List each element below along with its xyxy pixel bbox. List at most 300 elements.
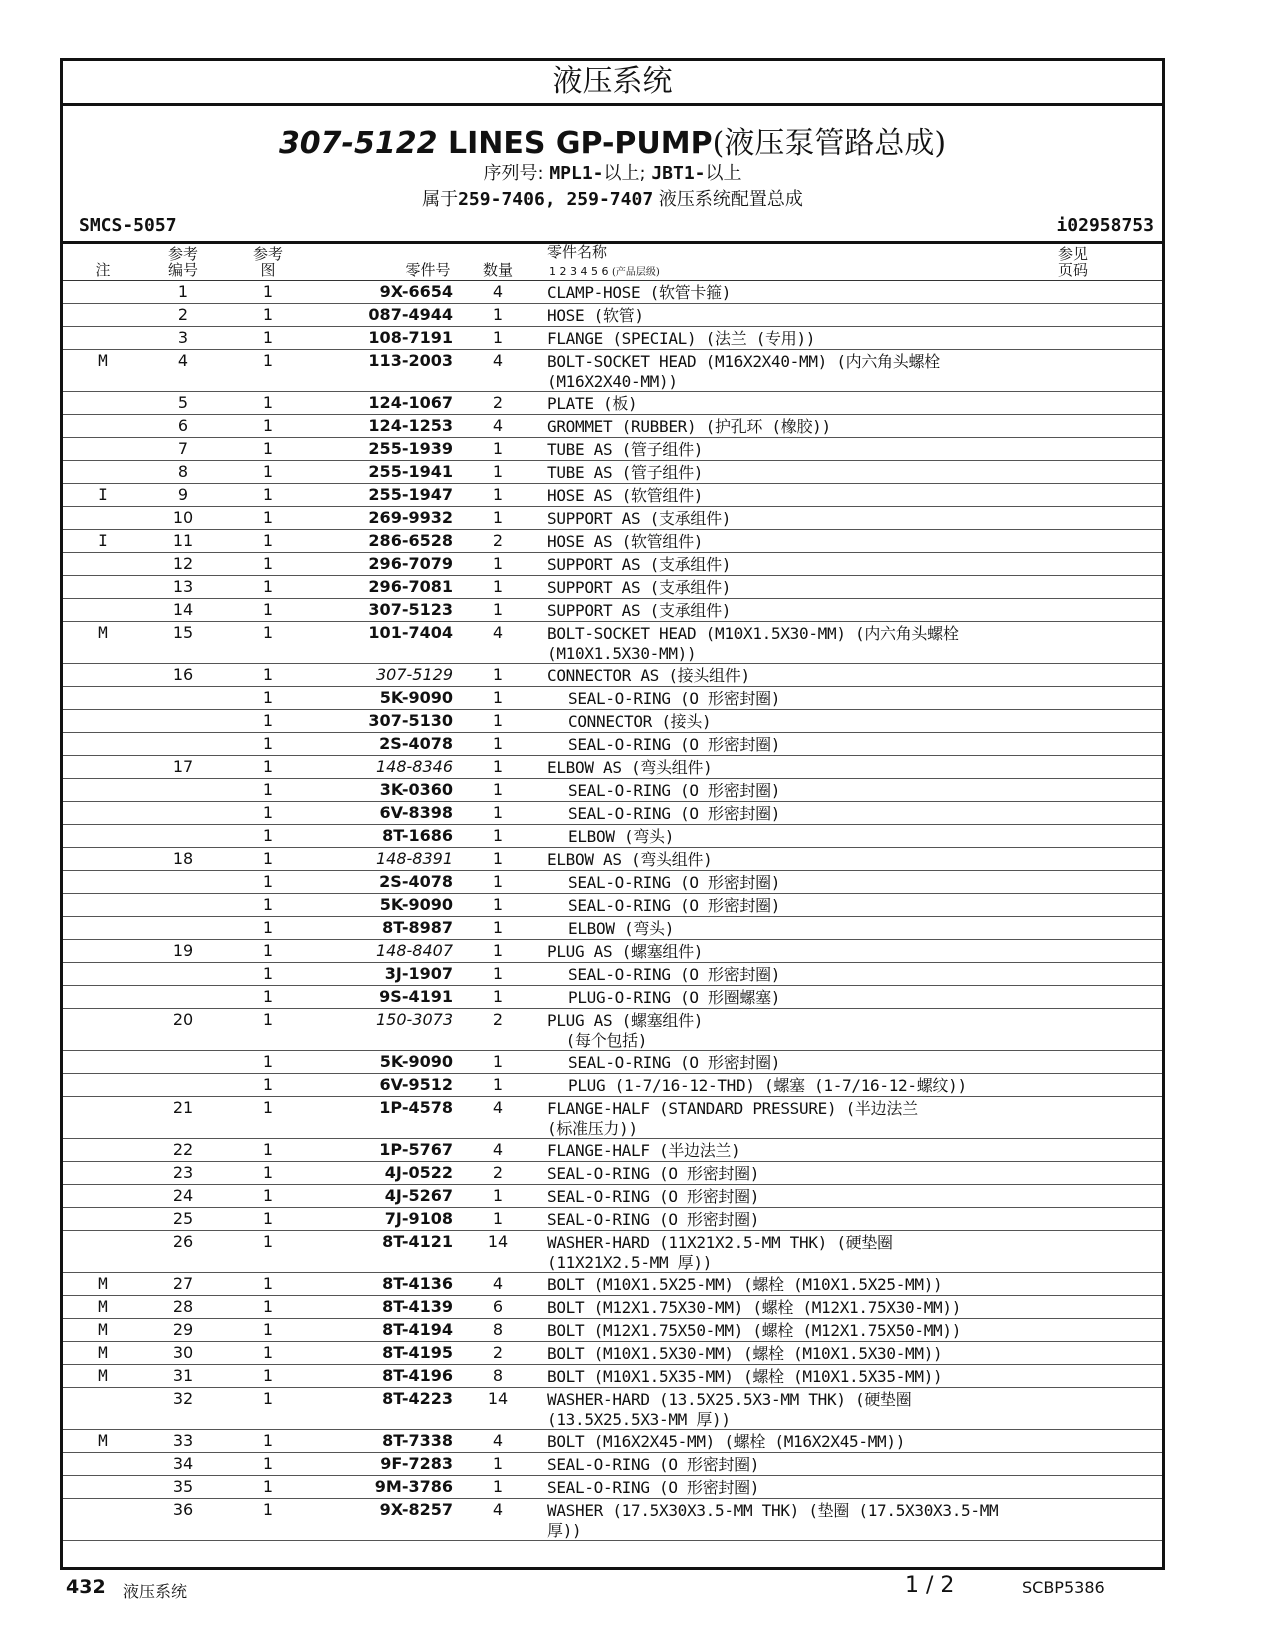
- cell-part-name: HOSE AS (软管组件): [547, 532, 704, 551]
- cell-part-name: HOSE (软管): [547, 306, 644, 325]
- cell-ref-fig: 1: [262, 1010, 274, 1029]
- cell-ref-no: 23: [172, 1163, 194, 1182]
- cell-ref-no: 13: [172, 577, 194, 596]
- cell-part-no: 255-1947: [368, 485, 453, 504]
- cell-ref-fig: 1: [262, 1297, 274, 1316]
- col-part-name: 零件名称: [547, 243, 608, 261]
- cell-qty: 4: [492, 1500, 504, 1519]
- cell-part-name: SUPPORT AS (支承组件): [547, 509, 732, 528]
- cell-part-no: 255-1939: [368, 439, 453, 458]
- table-row: [63, 917, 1162, 940]
- section-title: 液压系统: [63, 61, 1162, 106]
- cell-part-name: ELBOW AS (弯头组件): [547, 850, 713, 869]
- cell-ref-fig: 1: [262, 1366, 274, 1385]
- col-see-page: 参见 页码: [1057, 245, 1088, 279]
- table-row: [63, 756, 1162, 779]
- table-row: [63, 1051, 1162, 1074]
- table-row: [63, 415, 1162, 438]
- cell-ref-no: 25: [172, 1209, 194, 1228]
- table-row: [63, 576, 1162, 599]
- cell-ref-no: 36: [172, 1500, 194, 1519]
- assembly-title-cn: (液压泵管路总成): [712, 126, 947, 161]
- cell-part-name: PLUG AS (螺塞组件): [547, 942, 704, 961]
- cell-part-no: 113-2003: [368, 351, 453, 370]
- cell-qty: 1: [492, 665, 504, 684]
- serial-prefix-1: MPL1-: [549, 163, 604, 184]
- serial-range: [63, 159, 1162, 185]
- cell-part-name: BOLT-SOCKET HEAD (M10X1.5X30-MM) (内六角头螺栓 (M10X1.5X30-MM)): [547, 624, 959, 663]
- table-row: [63, 1453, 1162, 1476]
- main-title: [63, 118, 1162, 162]
- cell-ref-fig: 1: [262, 1098, 274, 1117]
- cell-qty: 2: [492, 531, 504, 550]
- cell-ref-fig: 1: [262, 872, 274, 891]
- assembly-title-en: LINES GP-PUMP: [447, 126, 713, 161]
- table-row: [63, 461, 1162, 484]
- cell-part-name: PLUG AS (螺塞组件) (每个包括): [547, 1011, 704, 1050]
- cell-part-no: 8T-4136: [382, 1274, 453, 1293]
- table-row: [63, 1009, 1162, 1051]
- table-row: [63, 963, 1162, 986]
- cell-part-no: 101-7404: [368, 623, 453, 642]
- cell-part-no: 8T-4139: [382, 1297, 453, 1316]
- cell-ref-no: 1: [177, 282, 189, 301]
- cell-ref-fig: 1: [262, 780, 274, 799]
- cell-part-name: SEAL-O-RING (O 形密封圈): [568, 873, 781, 892]
- cell-note: M: [98, 1431, 108, 1450]
- cell-part-no: 307-5130: [368, 711, 453, 730]
- cell-qty: 4: [492, 1274, 504, 1293]
- cell-qty: 1: [492, 803, 504, 822]
- cell-part-no: 3K-0360: [379, 780, 453, 799]
- table-row: [63, 940, 1162, 963]
- cell-ref-no: 4: [177, 351, 189, 370]
- table-row: [63, 986, 1162, 1009]
- table-row: [63, 1273, 1162, 1296]
- cell-part-name: ELBOW AS (弯头组件): [547, 758, 713, 777]
- table-row: [63, 350, 1162, 392]
- cell-ref-no: 8: [177, 462, 189, 481]
- cell-qty: 4: [492, 282, 504, 301]
- cell-qty: 2: [492, 1010, 504, 1029]
- col-part-no: 零件号: [405, 261, 451, 279]
- cell-part-no: 3J-1907: [384, 964, 453, 983]
- cell-part-no: 8T-4223: [382, 1389, 453, 1408]
- cell-ref-fig: 1: [262, 623, 274, 642]
- cell-part-name: BOLT-SOCKET HEAD (M16X2X40-MM) (内六角头螺栓 (M16X2X40-MM)): [547, 352, 940, 391]
- cell-part-name: SEAL-O-RING (O 形密封圈): [568, 1053, 781, 1072]
- cell-qty: 1: [492, 1454, 504, 1473]
- cell-ref-fig: 1: [262, 987, 274, 1006]
- cell-part-name: PLUG (1-7/16-12-THD) (螺塞 (1-7/16-12-螺纹)): [568, 1076, 967, 1095]
- col-ref-no: 参考 编号: [167, 245, 198, 279]
- footer-section: 液压系统: [123, 1582, 188, 1601]
- cell-qty: 1: [492, 872, 504, 891]
- cell-ref-fig: 1: [262, 757, 274, 776]
- levels-label: (产品层级): [611, 267, 660, 278]
- cell-ref-no: 32: [172, 1389, 194, 1408]
- cell-ref-fig: 1: [262, 439, 274, 458]
- cell-ref-fig: 1: [262, 577, 274, 596]
- cell-qty: 14: [487, 1232, 509, 1251]
- cell-part-no: 1P-4578: [379, 1098, 453, 1117]
- cell-ref-no: 21: [172, 1098, 194, 1117]
- cell-qty: 2: [492, 393, 504, 412]
- cell-part-no: 148-8391: [375, 849, 453, 868]
- table-row: [63, 779, 1162, 802]
- cell-ref-no: 6: [177, 416, 189, 435]
- table-row: [63, 438, 1162, 461]
- cell-part-name: SEAL-O-RING (O 形密封圈): [547, 1164, 760, 1183]
- cell-ref-fig: 1: [262, 305, 274, 324]
- cell-part-name: SEAL-O-RING (O 形密封圈): [568, 781, 781, 800]
- belongs-to: [63, 185, 1162, 211]
- cell-part-name: SEAL-O-RING (O 形密封圈): [547, 1478, 760, 1497]
- cell-qty: 4: [492, 416, 504, 435]
- cell-ref-no: 15: [172, 623, 194, 642]
- table-row: [63, 392, 1162, 415]
- cell-part-no: 8T-4121: [382, 1232, 453, 1251]
- table-row: [63, 599, 1162, 622]
- parts-header: [63, 106, 1162, 244]
- cell-qty: 1: [492, 826, 504, 845]
- cell-qty: 8: [492, 1366, 504, 1385]
- cell-qty: 1: [492, 849, 504, 868]
- cell-ref-no: 33: [172, 1431, 194, 1450]
- serial-prefix-2: JBT1-: [651, 163, 706, 184]
- cell-part-name: BOLT (M12X1.75X30-MM) (螺栓 (M12X1.75X30-MM)): [547, 1298, 962, 1317]
- cell-ref-fig: 1: [262, 1140, 274, 1159]
- table-row: [63, 710, 1162, 733]
- cell-qty: 1: [492, 1075, 504, 1094]
- cell-ref-no: 22: [172, 1140, 194, 1159]
- cell-ref-no: 5: [177, 393, 189, 412]
- table-row: [63, 1231, 1162, 1273]
- cell-ref-fig: 1: [262, 1232, 274, 1251]
- cell-part-name: BOLT (M10X1.5X25-MM) (螺栓 (M10X1.5X25-MM)): [547, 1275, 943, 1294]
- cell-part-name: ELBOW (弯头): [568, 827, 675, 846]
- cell-part-name: WASHER (17.5X30X3.5-MM THK) (垫圈 (17.5X30X3.5-MM 厚)): [547, 1501, 999, 1540]
- cell-part-no: 269-9932: [368, 508, 453, 527]
- cell-qty: 1: [492, 941, 504, 960]
- parts-rows: [63, 281, 1162, 1541]
- cell-ref-no: 17: [172, 757, 194, 776]
- cell-ref-no: 26: [172, 1232, 194, 1251]
- cell-ref-fig: 1: [262, 328, 274, 347]
- cell-part-name: GROMMET (RUBBER) (护孔环 (橡胶)): [547, 417, 831, 436]
- cell-ref-fig: 1: [262, 1343, 274, 1362]
- cell-qty: 4: [492, 1431, 504, 1450]
- cell-part-no: 255-1941: [368, 462, 453, 481]
- footer-page-number: 432: [66, 1576, 106, 1598]
- cell-ref-fig: 1: [262, 508, 274, 527]
- cell-ref-no: 31: [172, 1366, 194, 1385]
- cell-qty: 4: [492, 351, 504, 370]
- cell-part-name: SEAL-O-RING (O 形密封圈): [547, 1210, 760, 1229]
- cell-ref-fig: 1: [262, 485, 274, 504]
- cell-ref-no: 27: [172, 1274, 194, 1293]
- cell-ref-fig: 1: [262, 462, 274, 481]
- cell-ref-fig: 1: [262, 1274, 274, 1293]
- cell-ref-fig: 1: [262, 1209, 274, 1228]
- cell-ref-no: 16: [172, 665, 194, 684]
- table-row: [63, 871, 1162, 894]
- cell-note: I: [98, 531, 108, 550]
- table-row: [63, 1319, 1162, 1342]
- cell-part-no: 4J-0522: [384, 1163, 453, 1182]
- cell-part-name: SEAL-O-RING (O 形密封圈): [568, 896, 781, 915]
- table-row: [63, 1388, 1162, 1430]
- cell-note: M: [98, 1274, 108, 1293]
- cell-ref-fig: 1: [262, 531, 274, 550]
- cell-part-name: WASHER-HARD (13.5X25.5X3-MM THK) (硬垫圈 (13.5X25.5X3-MM 厚)): [547, 1390, 912, 1429]
- cell-part-name: SUPPORT AS (支承组件): [547, 555, 732, 574]
- table-row: [63, 304, 1162, 327]
- cell-part-no: 148-8407: [375, 941, 453, 960]
- table-row: [63, 1097, 1162, 1139]
- cell-ref-fig: 1: [262, 964, 274, 983]
- cell-ref-no: 2: [177, 305, 189, 324]
- cell-part-name: PLUG-O-RING (O 形圈螺塞): [568, 988, 781, 1007]
- table-row: [63, 802, 1162, 825]
- cell-ref-fig: 1: [262, 688, 274, 707]
- cell-part-name: FLANGE (SPECIAL) (法兰 (专用)): [547, 329, 816, 348]
- cell-part-no: 1P-5767: [379, 1140, 453, 1159]
- cell-qty: 6: [492, 1297, 504, 1316]
- cell-ref-fig: 1: [262, 1477, 274, 1496]
- col-levels: [549, 264, 660, 281]
- cell-part-name: HOSE AS (软管组件): [547, 486, 704, 505]
- column-headers: [63, 244, 1162, 281]
- document-id: i02958753: [1056, 215, 1154, 236]
- cell-ref-no: 9: [177, 485, 189, 504]
- cell-part-no: 9X-6654: [379, 282, 453, 301]
- cell-part-no: 286-6528: [368, 531, 453, 550]
- cell-ref-fig: 1: [262, 1389, 274, 1408]
- table-row: [63, 1162, 1162, 1185]
- cell-ref-fig: 1: [262, 282, 274, 301]
- cell-part-name: CLAMP-HOSE (软管卡箍): [547, 283, 732, 302]
- cell-qty: 1: [492, 305, 504, 324]
- cell-ref-no: 28: [172, 1297, 194, 1316]
- cell-qty: 1: [492, 554, 504, 573]
- cell-part-no: 150-3073: [375, 1010, 453, 1029]
- cell-qty: 8: [492, 1320, 504, 1339]
- cell-part-no: 7J-9108: [384, 1209, 453, 1228]
- cell-note: M: [98, 1320, 108, 1339]
- table-row: [63, 507, 1162, 530]
- cell-qty: 1: [492, 577, 504, 596]
- cell-ref-no: 29: [172, 1320, 194, 1339]
- cell-part-name: SEAL-O-RING (O 形密封圈): [568, 965, 781, 984]
- table-row: [63, 1499, 1162, 1541]
- cell-part-no: 8T-4195: [382, 1343, 453, 1362]
- cell-part-name: PLATE (板): [547, 394, 638, 413]
- cell-ref-fig: 1: [262, 554, 274, 573]
- cell-ref-no: 30: [172, 1343, 194, 1362]
- levels-numbers: 1 2 3 4 5 6: [549, 265, 609, 278]
- table-row: [63, 687, 1162, 710]
- cell-ref-fig: 1: [262, 941, 274, 960]
- cell-qty: 1: [492, 918, 504, 937]
- table-row: [63, 848, 1162, 871]
- cell-part-no: 9M-3786: [374, 1477, 453, 1496]
- cell-ref-fig: 1: [262, 416, 274, 435]
- cell-part-no: 9X-8257: [379, 1500, 453, 1519]
- cell-ref-no: 19: [172, 941, 194, 960]
- cell-note: M: [98, 351, 108, 370]
- cell-qty: 1: [492, 964, 504, 983]
- table-row: [63, 664, 1162, 687]
- cell-qty: 1: [492, 734, 504, 753]
- cell-part-name: CONNECTOR AS (接头组件): [547, 666, 750, 685]
- table-row: [63, 894, 1162, 917]
- cell-ref-fig: 1: [262, 1186, 274, 1205]
- cell-part-name: BOLT (M10X1.5X35-MM) (螺栓 (M10X1.5X35-MM)): [547, 1367, 943, 1386]
- cell-part-name: WASHER-HARD (11X21X2.5-MM THK) (硬垫圈 (11X21X2.5-MM 厚)): [547, 1233, 893, 1272]
- cell-part-no: 5K-9090: [379, 1052, 453, 1071]
- table-row: [63, 484, 1162, 507]
- cell-qty: 1: [492, 895, 504, 914]
- cell-qty: 4: [492, 623, 504, 642]
- serial-suffix-1: 以上;: [603, 163, 646, 184]
- cell-ref-fig: 1: [262, 1454, 274, 1473]
- cell-ref-fig: 1: [262, 1431, 274, 1450]
- cell-part-name: TUBE AS (管子组件): [547, 463, 704, 482]
- cell-note: I: [98, 485, 108, 504]
- cell-part-no: 8T-4194: [382, 1320, 453, 1339]
- cell-qty: 14: [487, 1389, 509, 1408]
- cell-part-no: 2S-4078: [379, 734, 453, 753]
- cell-ref-fig: 1: [262, 1500, 274, 1519]
- cell-part-no: 124-1253: [368, 416, 453, 435]
- cell-part-no: 2S-4078: [379, 872, 453, 891]
- cell-ref-fig: 1: [262, 1052, 274, 1071]
- belongs-prefix: 属于: [422, 189, 459, 210]
- cell-ref-no: 34: [172, 1454, 194, 1473]
- cell-part-no: 8T-7338: [382, 1431, 453, 1450]
- cell-part-no: 124-1067: [368, 393, 453, 412]
- col-ref-fig: 参考 图: [252, 245, 283, 279]
- cell-part-no: 108-7191: [368, 328, 453, 347]
- table-row: [63, 733, 1162, 756]
- table-row: [63, 1074, 1162, 1097]
- cell-part-name: FLANGE-HALF (半边法兰): [547, 1141, 741, 1160]
- table-row: [63, 281, 1162, 304]
- cell-qty: 1: [492, 462, 504, 481]
- cell-qty: 1: [492, 711, 504, 730]
- serial-suffix-2: 以上: [705, 163, 742, 184]
- assembly-part-number: 307-5122: [278, 126, 438, 161]
- cell-qty: 1: [492, 987, 504, 1006]
- cell-part-no: 8T-4196: [382, 1366, 453, 1385]
- table-row: [63, 1139, 1162, 1162]
- table-row: [63, 530, 1162, 553]
- table-row: [63, 1208, 1162, 1231]
- cell-ref-fig: 1: [262, 351, 274, 370]
- cell-ref-fig: 1: [262, 711, 274, 730]
- cell-qty: 1: [492, 1186, 504, 1205]
- cell-note: M: [98, 1366, 108, 1385]
- cell-qty: 1: [492, 508, 504, 527]
- cell-part-no: 5K-9090: [379, 895, 453, 914]
- cell-part-no: 6V-8398: [379, 803, 453, 822]
- cell-ref-no: 24: [172, 1186, 194, 1205]
- cell-part-no: 6V-9512: [379, 1075, 453, 1094]
- cell-ref-fig: 1: [262, 1075, 274, 1094]
- cell-part-no: 5K-9090: [379, 688, 453, 707]
- cell-part-name: CONNECTOR (接头): [568, 712, 712, 731]
- col-note: 注: [95, 261, 111, 279]
- cell-part-name: SEAL-O-RING (O 形密封圈): [547, 1455, 760, 1474]
- cell-qty: 1: [492, 1477, 504, 1496]
- cell-qty: 1: [492, 485, 504, 504]
- table-row: [63, 825, 1162, 848]
- cell-part-no: 307-5123: [368, 600, 453, 619]
- cell-qty: 1: [492, 780, 504, 799]
- cell-ref-fig: 1: [262, 1320, 274, 1339]
- belongs-suffix: 液压系统配置总成: [658, 189, 803, 210]
- table-row: [63, 1430, 1162, 1453]
- cell-qty: 1: [492, 439, 504, 458]
- cell-ref-fig: 1: [262, 918, 274, 937]
- table-row: [63, 1185, 1162, 1208]
- parts-list-frame: [60, 58, 1165, 1570]
- cell-ref-fig: 1: [262, 1163, 274, 1182]
- cell-ref-fig: 1: [262, 895, 274, 914]
- cell-qty: 1: [492, 688, 504, 707]
- table-row: [63, 1365, 1162, 1388]
- cell-part-name: SUPPORT AS (支承组件): [547, 578, 732, 597]
- table-row: [63, 553, 1162, 576]
- cell-part-name: SUPPORT AS (支承组件): [547, 601, 732, 620]
- cell-ref-no: 18: [172, 849, 194, 868]
- cell-ref-fig: 1: [262, 826, 274, 845]
- cell-part-no: 8T-1686: [382, 826, 453, 845]
- serial-label: 序列号:: [483, 163, 544, 184]
- cell-qty: 1: [492, 1052, 504, 1071]
- cell-part-no: 307-5129: [375, 665, 453, 684]
- cell-ref-no: 11: [172, 531, 194, 550]
- cell-ref-fig: 1: [262, 665, 274, 684]
- cell-part-no: 296-7081: [368, 577, 453, 596]
- cell-ref-no: 35: [172, 1477, 194, 1496]
- cell-part-name: BOLT (M10X1.5X30-MM) (螺栓 (M10X1.5X30-MM)): [547, 1344, 943, 1363]
- cell-ref-no: 10: [172, 508, 194, 527]
- cell-ref-no: 7: [177, 439, 189, 458]
- cell-part-name: SEAL-O-RING (O 形密封圈): [547, 1187, 760, 1206]
- cell-note: M: [98, 1343, 108, 1362]
- cell-part-name: BOLT (M16X2X45-MM) (螺栓 (M16X2X45-MM)): [547, 1432, 906, 1451]
- cell-qty: 1: [492, 757, 504, 776]
- cell-qty: 1: [492, 328, 504, 347]
- table-row: [63, 1296, 1162, 1319]
- cell-qty: 1: [492, 1209, 504, 1228]
- cell-part-no: 9F-7283: [380, 1454, 453, 1473]
- cell-ref-no: 20: [172, 1010, 194, 1029]
- cell-ref-fig: 1: [262, 734, 274, 753]
- cell-part-no: 087-4944: [368, 305, 453, 324]
- cell-ref-fig: 1: [262, 393, 274, 412]
- cell-qty: 4: [492, 1140, 504, 1159]
- cell-part-name: SEAL-O-RING (O 形密封圈): [568, 735, 781, 754]
- cell-ref-fig: 1: [262, 803, 274, 822]
- cell-part-no: 9S-4191: [379, 987, 453, 1006]
- cell-part-name: ELBOW (弯头): [568, 919, 675, 938]
- col-qty: 数量: [482, 261, 513, 279]
- cell-part-no: 148-8346: [375, 757, 453, 776]
- cell-part-name: TUBE AS (管子组件): [547, 440, 704, 459]
